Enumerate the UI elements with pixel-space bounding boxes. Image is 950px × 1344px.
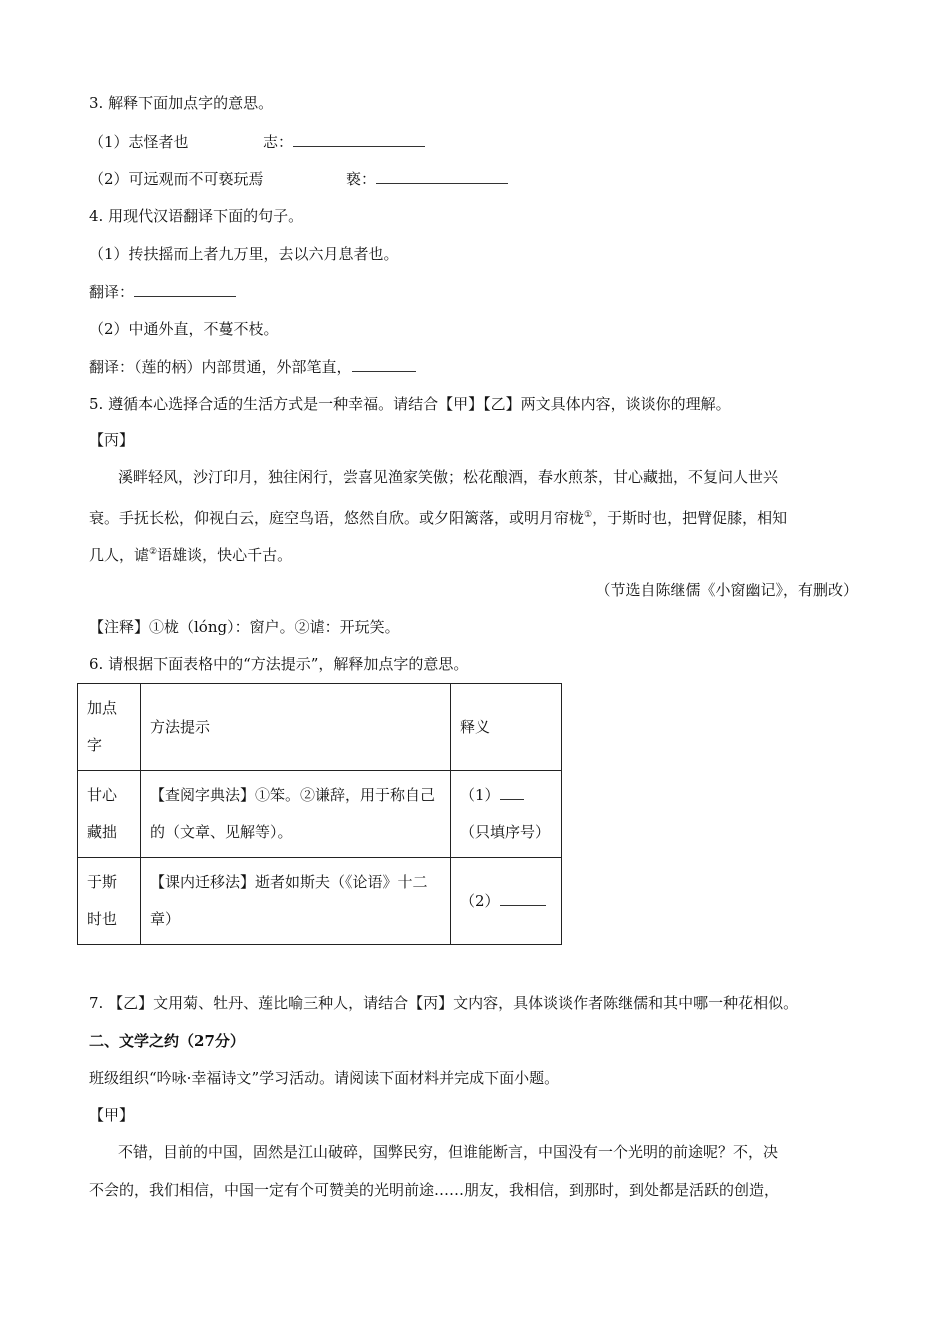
q3-item-1-answer <box>263 132 425 152</box>
q3-item-1-text: （1）志怪者也 <box>89 133 189 151</box>
q4-translate-2 <box>89 357 416 377</box>
table-row <box>78 771 562 858</box>
q4-answer-blank-1[interactable] <box>134 282 236 297</box>
jia-heading: 【甲】 <box>89 1106 135 1124</box>
bing-line-3-a: 几人，谑 <box>89 546 150 564</box>
bing-line-1: 溪畔轻风，沙汀印月，独往闲行，尝喜见渔家笑傲；松花酿酒，春水煎茶，甘心藏拙，不复问人世兴 <box>118 468 779 486</box>
table-header-row <box>78 684 562 771</box>
table-row <box>78 858 562 945</box>
row-1-answer <box>451 771 562 858</box>
bing-line-3 <box>89 542 292 565</box>
row-2-answer-blank[interactable] <box>500 891 546 906</box>
q4-item-2: （2）中通外直，不蔓不枝。 <box>89 320 279 338</box>
row-1-hint: 【查阅字典法】①笨。②谦辞，用于称自己的（文章、见解等）。 <box>141 771 451 858</box>
bing-line-2-b: ，于斯时也，把臂促膝，相知 <box>592 509 788 527</box>
q3-answer-blank-2[interactable] <box>376 169 508 184</box>
row-1-word: 甘心藏拙 <box>78 771 141 858</box>
row-1-answer-suffix: （只填序号） <box>460 823 551 841</box>
q3-item-2-text: （2）可远观而不可亵玩焉 <box>89 170 264 188</box>
q4-answer-blank-2[interactable] <box>352 357 416 372</box>
q4-translate-1-label: 翻译： <box>89 283 135 301</box>
q7-prompt: 7. 【乙】文用菊、牡丹、莲比喻三种人，请结合【丙】文内容，具体谈谈作者陈继儒和其中哪一种花相似。 <box>89 994 799 1012</box>
section-2-title: 二、文学之约（27分） <box>89 1032 245 1050</box>
q3-item-2 <box>89 169 264 189</box>
q3-item-1 <box>89 132 189 152</box>
footnote-marker-2: ② <box>149 547 158 557</box>
q4-translate-1 <box>89 282 236 302</box>
row-1-answer-blank[interactable] <box>500 785 524 800</box>
q4-item-1: （1）抟扶摇而上者九万里，去以六月息者也。 <box>89 245 399 263</box>
q3-answer-blank-1[interactable] <box>293 132 425 147</box>
header-hint: 方法提示 <box>141 684 451 771</box>
q5-prompt: 5. 遵循本心选择合适的生活方式是一种幸福。请结合【甲】【乙】两文具体内容，谈谈你的理解。 <box>89 395 731 413</box>
method-table <box>77 683 562 945</box>
jia-line-1: 不错，目前的中国，固然是江山破碎，国弊民穷，但谁能断言，中国没有一个光明的前途呢？不，决 <box>118 1143 779 1161</box>
q4-prompt: 4. 用现代汉语翻译下面的句子。 <box>89 207 304 225</box>
row-2-answer-prefix: （2） <box>460 891 500 910</box>
q3-item-1-label: 志： <box>263 133 294 151</box>
row-2-word: 于斯时也 <box>78 858 141 945</box>
row-1-answer-prefix: （1） <box>460 786 500 804</box>
header-word: 加点字 <box>78 684 141 771</box>
row-2-answer <box>451 858 562 945</box>
bing-line-3-b: 语雄谈，快心千古。 <box>157 546 293 564</box>
q3-item-2-label: 亵： <box>346 170 377 188</box>
bing-line-2 <box>89 505 787 528</box>
footnote-marker-1: ① <box>584 510 593 520</box>
q3-prompt: 3. 解释下面加点字的意思。 <box>89 94 274 112</box>
bing-line-2-a: 衰。手抚长松，仰视白云，庭空鸟语，悠然自欣。或夕阳篱落，或明月帘栊 <box>89 509 585 527</box>
jia-line-2: 不会的，我们相信，中国一定有个可赞美的光明前途……朋友，我相信，到那时，到处都是活跃的创造， <box>89 1181 780 1199</box>
bing-heading: 【丙】 <box>89 431 135 449</box>
q6-prompt: 6. 请根据下面表格中的“方法提示”，解释加点字的意思。 <box>89 655 469 673</box>
header-meaning: 释义 <box>451 684 562 771</box>
section-2-intro: 班级组织“吟咏·幸福诗文”学习活动。请阅读下面材料并完成下面小题。 <box>89 1069 560 1087</box>
bing-source: （节选自陈继儒《小窗幽记》，有删改） <box>595 581 858 599</box>
row-2-hint: 【课内迁移法】逝者如斯夫（《论语》十二章） <box>141 858 451 945</box>
q4-translate-2-text: 翻译：（莲的柄）内部贯通，外部笔直， <box>89 358 352 376</box>
bing-annotation: 【注释】①栊（lóng）：窗户。②谑：开玩笑。 <box>89 618 400 636</box>
q3-item-2-answer <box>346 169 508 189</box>
